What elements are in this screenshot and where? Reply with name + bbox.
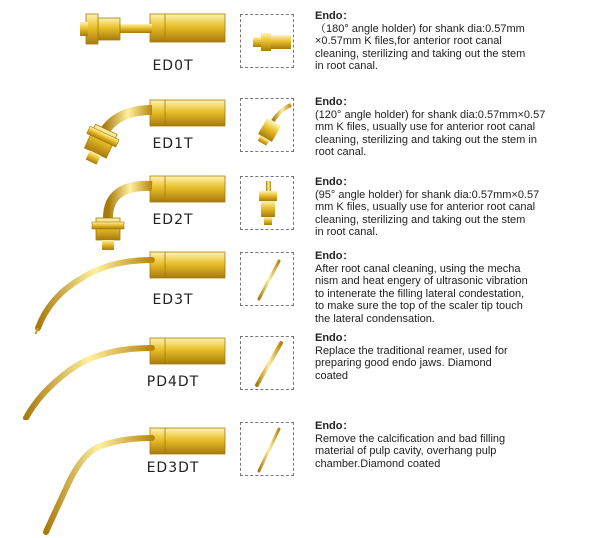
product-code: ED2T bbox=[152, 212, 194, 228]
endo-tip-95-icon bbox=[240, 176, 294, 230]
product-row-ed2t bbox=[0, 170, 615, 252]
ed3dt-tip-image bbox=[0, 420, 230, 538]
product-row-pd4dt bbox=[0, 330, 615, 420]
product-row-ed3dt bbox=[0, 420, 615, 538]
product-row-ed0t bbox=[0, 0, 615, 88]
product-code: PD4DT bbox=[146, 374, 200, 390]
endo-tip-curved-icon bbox=[240, 252, 294, 306]
endo-tip-180-icon bbox=[240, 14, 294, 68]
product-description: Endo： (95° angle holder) for shank dia:0.57mm×0.57 mm K files, usually use for anterior root canal cleaning, sterilizing and taking out the stem in root canal. bbox=[315, 176, 540, 239]
product-code: ED3T bbox=[152, 292, 194, 308]
ed3t-tip-image bbox=[0, 246, 230, 334]
product-code: ED3DT bbox=[146, 460, 200, 476]
ed0t-tip-image bbox=[0, 0, 230, 88]
endo-tip-120-icon bbox=[240, 98, 294, 152]
product-row-ed1t bbox=[0, 88, 615, 176]
product-description: Endo： Remove the calcification and bad filling material of pulp cavity, overhang pulp chamber.Diamond coated bbox=[315, 420, 506, 470]
ed2t-tip-image bbox=[0, 170, 230, 252]
product-description: Endo： After root canal cleaning, using the mecha nism and heat engery of ultrasonic vibration to intenerate the filling lateral condestation, to make sure the top of the scaler tip touch the lateral condensation. bbox=[315, 250, 528, 325]
endo-tip-reamer-icon bbox=[240, 336, 294, 390]
product-description: Endo： Replace the traditional reamer, used for preparing good endo jaws. Diamond coated bbox=[315, 332, 508, 382]
product-code: ED1T bbox=[152, 136, 194, 152]
ed1t-tip-image bbox=[0, 88, 230, 176]
product-code: ED0T bbox=[152, 58, 194, 74]
product-row-ed3t bbox=[0, 246, 615, 334]
product-description: Endo： （180° angle holder) for shank dia:0.57mm ×0.57mm K files,for anterior root canal cleaning, sterilizing and taking out the stem in root canal. bbox=[315, 10, 526, 73]
endo-tip-diamond-icon bbox=[240, 422, 294, 476]
product-description: Endo： (120° angle holder) for shank dia:0.57mm×0.57 mm K files, usually use for anterior root canal cleaning, sterilizing and taking out the stem in root canal. bbox=[315, 96, 546, 159]
